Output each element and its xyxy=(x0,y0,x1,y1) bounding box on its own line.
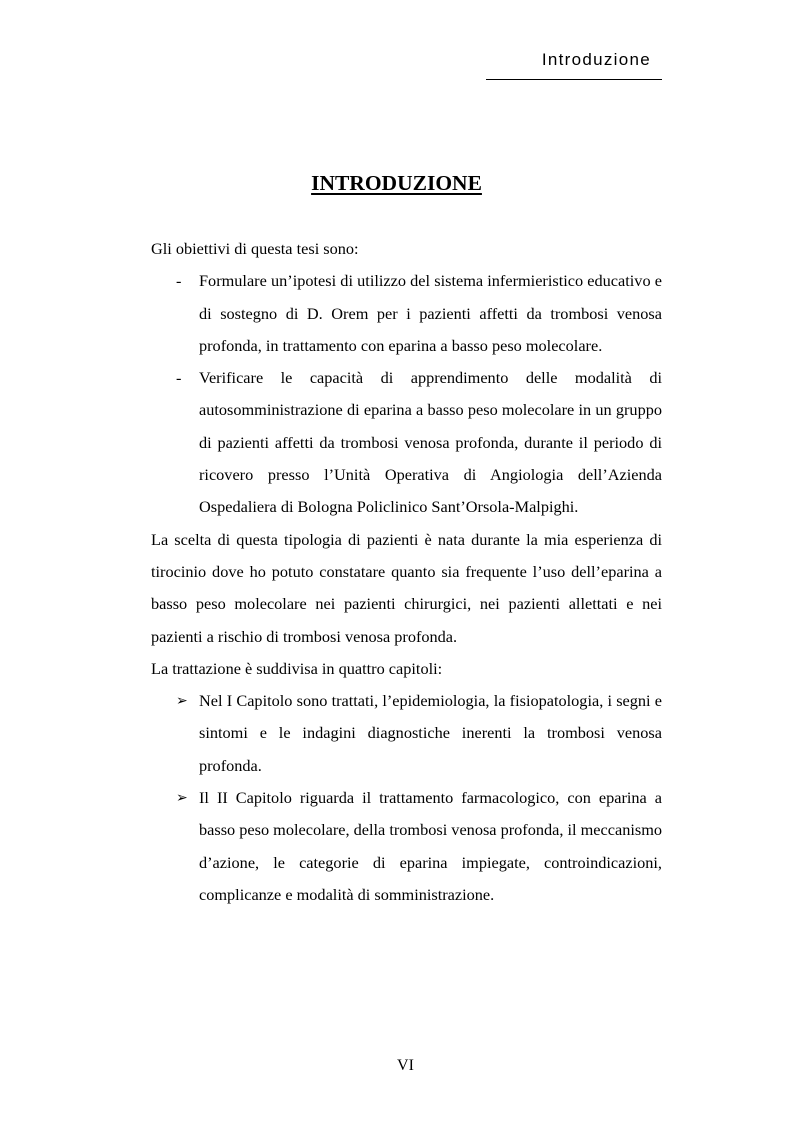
chapter-text: Il II Capitolo riguarda il trattamento farmacologico, con eparina a basso peso molecolare, della trombosi venosa profonda, il meccanismo d’azione, le categorie di eparina impiegate, controindicazioni, complicanze e modalità di somministrazione. xyxy=(199,788,662,904)
chapter-item xyxy=(151,782,662,911)
objective-item xyxy=(151,265,662,362)
document-body xyxy=(151,233,662,911)
page-number: VI xyxy=(397,1057,414,1074)
page-title-text: INTRODUZIONE xyxy=(311,171,482,195)
structure-paragraph: La trattazione è suddivisa in quattro capitoli: xyxy=(151,658,443,678)
choice-paragraph: La scelta di questa tipologia di pazienti è nata durante la mia esperienza di tirocinio dove ho potuto constatare quanto sia frequente l’uso dell’eparina a basso peso molecolare nei pazienti chirurgici, nei pazienti allettati e nei pazienti a rischio di trombosi venosa profonda. xyxy=(151,529,662,646)
running-header-title: Introduzione xyxy=(541,50,651,69)
dash-marker: - xyxy=(176,271,182,291)
intro-paragraph: Gli obiettivi di questa tesi sono: xyxy=(151,239,359,258)
chapters-list xyxy=(151,685,662,911)
objective-text: Formulare un’ipotesi di utilizzo del sistema infermieristico educativo e di sostegno di D. Orem per i pazienti affetti da trombosi venosa profonda, in trattamento con eparina a basso peso molecolare. xyxy=(199,271,662,355)
dash-marker: - xyxy=(176,368,182,388)
arrow-bullet-icon: ➢ xyxy=(176,693,188,710)
arrow-bullet-icon: ➢ xyxy=(176,790,188,807)
objective-text: Verificare le capacità di apprendimento delle modalità di autosomministrazione di eparina a basso peso molecolare in un gruppo di pazienti affetti da trombosi venosa profonda, durante il periodo di ricovero presso l’Unità Operativa di Angiologia dell’Azienda Ospedaliera di Bologna Policlinico Sant’Orsola-Malpighi. xyxy=(199,368,662,517)
chapter-item xyxy=(151,685,662,782)
chapter-text: Nel I Capitolo sono trattati, l’epidemiologia, la fisiopatologia, i segni e sintomi e le indagini diagnostiche inerenti la trombosi venosa profonda. xyxy=(199,691,662,775)
objective-item xyxy=(151,362,662,523)
objectives-list xyxy=(151,265,662,523)
page-title xyxy=(0,168,793,198)
header-rule xyxy=(486,79,662,80)
